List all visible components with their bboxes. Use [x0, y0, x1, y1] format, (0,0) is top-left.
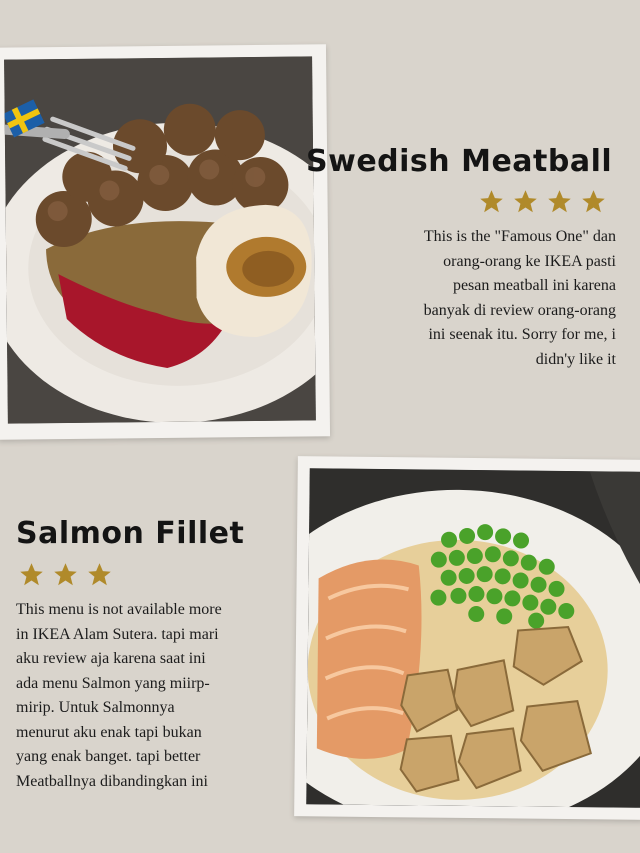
meatball-photo	[4, 56, 316, 423]
review-line: mirip. Untuk Salmonnya	[16, 699, 175, 716]
salmon-photo	[306, 468, 640, 808]
review-line: orang-orang ke IKEA pasti	[443, 252, 616, 270]
salmon-plate-illustration	[306, 468, 640, 808]
review-line: pesan meatball ini karena	[452, 277, 616, 294]
review-line: banyak di review orang-orang	[423, 301, 616, 319]
review-line: ini seenak itu. Sorry for me, i	[428, 326, 616, 343]
meatball-review	[358, 225, 616, 372]
meatball-rating	[478, 188, 607, 215]
review-line: This menu is not available more	[16, 601, 222, 618]
salmon-title: Salmon Fillet	[16, 516, 245, 551]
review-line: This is the "Famous One" dan	[423, 228, 616, 245]
review-line: yang enak banget. tapi better	[16, 748, 201, 765]
salmon-rating	[18, 561, 113, 588]
meatball-title: Swedish Meatball	[306, 144, 613, 179]
review-line: in IKEA Alam Sutera. tapi mari	[16, 625, 219, 643]
review-line: ada menu Salmon yang miirp-	[16, 674, 210, 692]
star-icon	[86, 561, 113, 588]
star-icon	[580, 188, 607, 215]
star-icon	[18, 561, 45, 588]
review-line: aku review aja karena saat ini	[16, 650, 206, 667]
meatball-plate-illustration	[4, 56, 316, 423]
review-line: Meatballnya dibandingkan ini	[16, 772, 208, 790]
star-icon	[478, 188, 505, 215]
salmon-review	[16, 598, 288, 794]
star-icon	[52, 561, 79, 588]
meatball-photo-frame	[0, 44, 330, 439]
star-icon	[546, 188, 573, 215]
star-icon	[512, 188, 539, 215]
review-line: menurut aku enak tapi bukan	[16, 723, 202, 741]
salmon-photo-frame	[294, 456, 640, 820]
review-line: didn'y like it	[535, 350, 616, 368]
